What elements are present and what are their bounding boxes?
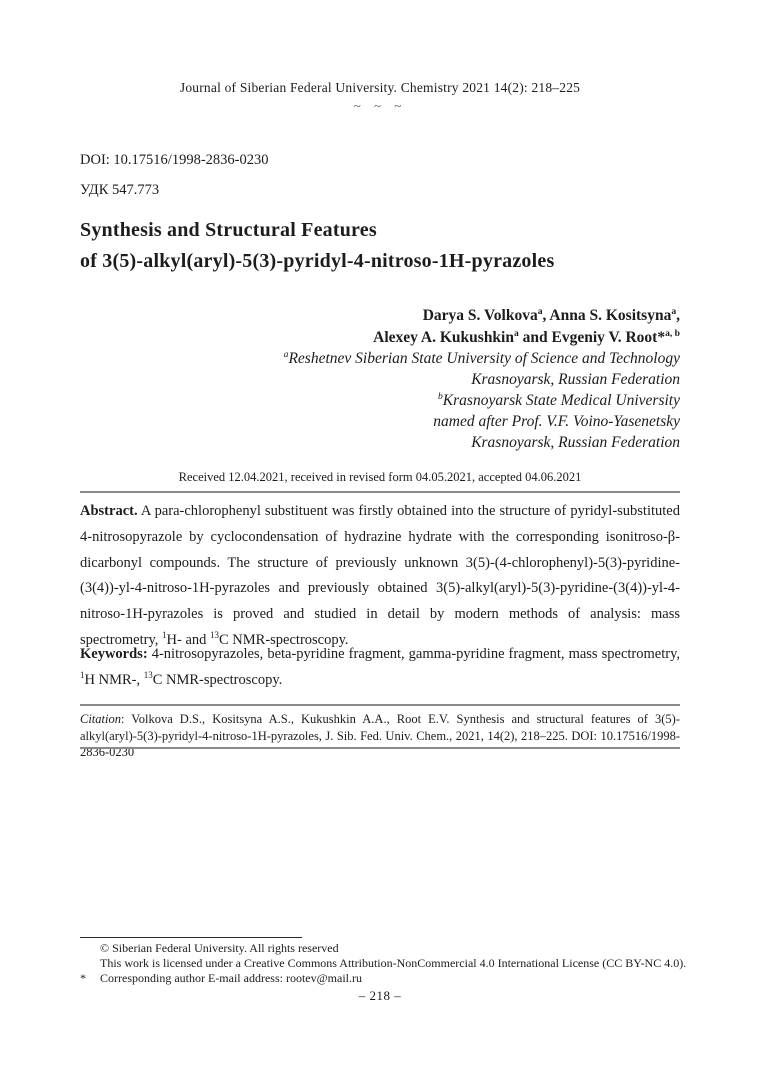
divider-above-abstract — [80, 491, 680, 493]
received-dates-line: Received 12.04.2021, received in revised form 04.05.2021, accepted 04.06.2021 — [178, 470, 582, 484]
article-title-line1: Synthesis and Structural Features — [80, 219, 377, 241]
citation-paragraph: Citation: Volkova D.S., Kositsyna A.S., Kukushkin A.A., Root E.V. Synthesis and structural features of 3(5)-alkyl(aryl)-5(3)-pyridyl-4-nitroso-1H-pyrazoles, J. Sib. Fed. Univ. Chem., 2021, 14(2), 218–225. DOI: 10.17516/1998-2836-0230 — [80, 712, 680, 759]
divider-below-citation — [80, 747, 680, 749]
divider-above-citation — [80, 704, 680, 706]
header-ornament: ~ ~ ~ — [353, 98, 407, 113]
page-number: – 218 – — [358, 988, 402, 1003]
authors-line1: Darya S. Volkova$^a$, Anna S. Kositsyna$^a$, — [422, 305, 680, 324]
affiliation-line: named after Prof. V.F. Voino-Yasenetsky — [433, 413, 680, 430]
udk-line: УДК 547.773 — [80, 182, 160, 198]
affiliation-line: Krasnoyarsk, Russian Federation — [471, 371, 680, 388]
corresponding-author-line — [80, 971, 690, 986]
footnote-rule — [80, 937, 302, 938]
affiliation-line: $^a$Reshetnev Siberian State University of Science and Technology — [283, 348, 680, 367]
authors-block — [80, 305, 680, 348]
journal-header: Journal of Siberian Federal University. Chemistry 2021 14(2): 218–225 — [179, 80, 581, 95]
footnote-asterisk: * — [80, 971, 86, 986]
authors-line2: Alexey A. Kukushkin$^a$ and Evgeniy V. Root*$^{a, b}$ — [373, 327, 680, 346]
footnote-block — [80, 941, 690, 987]
license-line: This work is licensed under a Creative Commons Attribution-NonCommercial 4.0 International License (CC BY-NC 4.0). — [100, 956, 687, 971]
copyright-line: © Siberian Federal University. All rights reserved — [100, 941, 339, 955]
affiliation-line: Krasnoyarsk, Russian Federation — [471, 434, 680, 451]
corresponding-author-text: Corresponding author E-mail address: rootev@mail.ru — [100, 971, 362, 986]
article-title-line2: of 3(5)-alkyl(aryl)-5(3)-pyridyl-4-nitroso-1H-pyrazoles — [80, 250, 555, 272]
doi-line: DOI: 10.17516/1998-2836-0230 — [80, 152, 269, 168]
abstract-paragraph: Abstract. A para-chlorophenyl substituent was firstly obtained into the structure of pyridyl-substituted 4-nitrosopyrazole by cyclocondensation of hydrazine hydrate with the corresponding isonitroso-β-dicarbonyl compounds. The structure of previously unknown 3(5)-(4-chlorophenyl)-5(3)-pyridine-(3(4))-yl-4-nitroso-1H-pyrazoles and previously obtained 3(5)-alkyl(aryl)-5(3)-pyridine-(3(4))-yl-4-nitroso-1H-pyrazoles is proved and studied in detail by modern methods of analysis: mass spectrometry, $^1$H- and $^{13}$C NMR-spectroscopy. — [80, 503, 680, 648]
article-title — [80, 215, 680, 277]
affiliations-block — [80, 348, 680, 453]
affiliation-line: $^b$Krasnoyarsk State Medical University — [438, 390, 680, 409]
keywords-paragraph: Keywords: 4-nitrosopyrazoles, beta-pyridine fragment, gamma-pyridine fragment, mass spectrometry, $^1$H NMR-, $^{13}$C NMR-spectroscopy. — [80, 646, 680, 688]
